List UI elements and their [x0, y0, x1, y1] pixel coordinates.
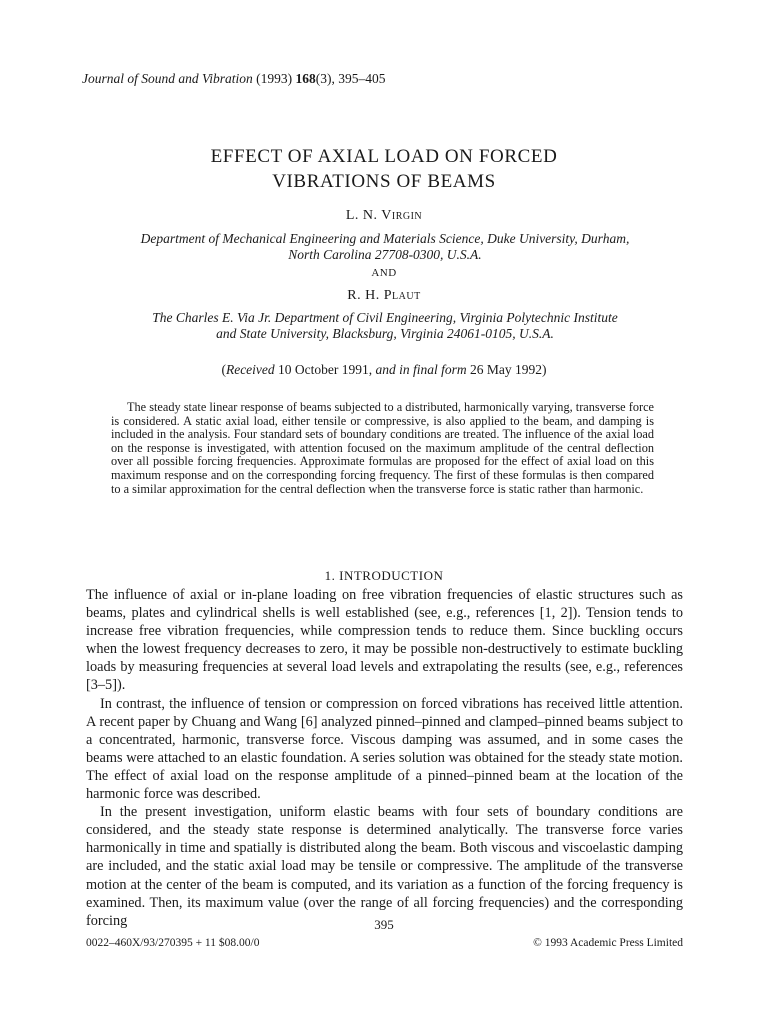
author-affiliation-1: [100, 231, 670, 263]
author-name-2: R. H. Plaut: [347, 288, 421, 303]
intro-paragraph-3: In the present investigation, uniform elastic beams with four sets of boundary conditions are considered, and the steady state response is determined analytically. The transverse force varies harmonically in time and spatially is distributed along the beam. Both viscous and viscoelastic damping are included, and the static axial load may be tensile or compressive. The amplitude of the transverse motion at the center of the beam is computed, and its variation as a function of the forcing frequency is examined. Then, its maximum value (over the range of all forcing frequencies) and the corresponding forcing: [86, 804, 683, 929]
affiliation-2-line-2: and State University, Blacksburg, Virginia 24061-0105, U.S.A.: [216, 326, 554, 341]
journal-citation: [82, 71, 386, 87]
abstract: The steady state linear response of beams subjected to a distributed, harmonically varying, transverse force is considered. A static axial load, either tensile or compressive, is also applied to the beam, and damping is included in the analysis. Four standard sets of boundary conditions are treated. The influence of the axial load on the response is investigated, with attention focused on the maximum amplitude of the central deflection over all possible forcing frequencies. Approximate formulas are proposed for the effect of axial load on this maximum response and on the corresponding forcing frequency. The first of these formulas is then compared to a similar approximation for the central deflection when the transverse force is static rather than harmonic.: [111, 400, 654, 496]
received-dates: (Received 10 October 1991, and in final form 26 May 1992): [221, 362, 547, 377]
final-form-date: 26 May 1992): [466, 362, 547, 377]
paper-title: [0, 144, 768, 194]
section-heading: 1. INTRODUCTION: [324, 568, 444, 583]
intro-paragraph-2: In contrast, the influence of tension or compression on forced vibrations has received little attention. A recent paper by Chuang and Wang [6] analyzed pinned–pinned and clamped–pinned beams subject to a concentrated, harmonic, transverse force. Viscous damping was assumed, and in some cases the beams were attached to an elastic foundation. A series solution was obtained for the steady state motion. The effect of axial load on the response amplitude of a pinned–pinned beam at the location of the harmonic force was described.: [86, 695, 683, 803]
page-number: 395: [374, 917, 394, 932]
final-form-label: and in final form: [375, 362, 467, 377]
journal-name: Journal of Sound and Vibration: [82, 71, 253, 86]
journal-year: (1993): [256, 71, 293, 86]
intro-paragraph-1: The influence of axial or in-plane loading on free vibration frequencies of elastic structures such as beams, plates and cylindrical shells is well established (see, e.g., references [1, 2]). Tension tends to increase free vibration frequencies, while compression tends to reduce them. Since buckling occurs when the lowest frequency decreases to zero, it may be possible non-destructively to estimate buckling loads by measuring frequencies at several load levels and extrapolating the results (see, e.g., references [3–5]).: [86, 587, 683, 694]
title-line-1: EFFECT OF AXIAL LOAD ON FORCED: [210, 146, 558, 167]
journal-volume: 168: [295, 71, 316, 86]
affiliation-2-line-1: The Charles E. Via Jr. Department of Civil Engineering, Virginia Polytechnic Institute: [152, 310, 618, 325]
copyright-notice: © 1993 Academic Press Limited: [533, 937, 683, 949]
introduction-body: [86, 586, 683, 930]
author-name-1: L. N. Virgin: [345, 208, 423, 223]
author-affiliation-2: [100, 310, 670, 342]
article-code: 0022–460X/93/270395 + 11 $08.00/0: [86, 937, 260, 949]
title-line-2: VIBRATIONS OF BEAMS: [272, 171, 496, 192]
received-date: 10 October 1991,: [274, 362, 376, 377]
affiliation-1-line-1: Department of Mechanical Engineering and Materials Science, Duke University, Durham,: [140, 231, 630, 246]
received-label: Received: [225, 362, 275, 377]
author-separator: AND: [371, 267, 397, 279]
affiliation-1-line-2: North Carolina 27708-0300, U.S.A.: [288, 247, 482, 262]
journal-issue-pages: (3), 395–405: [315, 71, 386, 86]
